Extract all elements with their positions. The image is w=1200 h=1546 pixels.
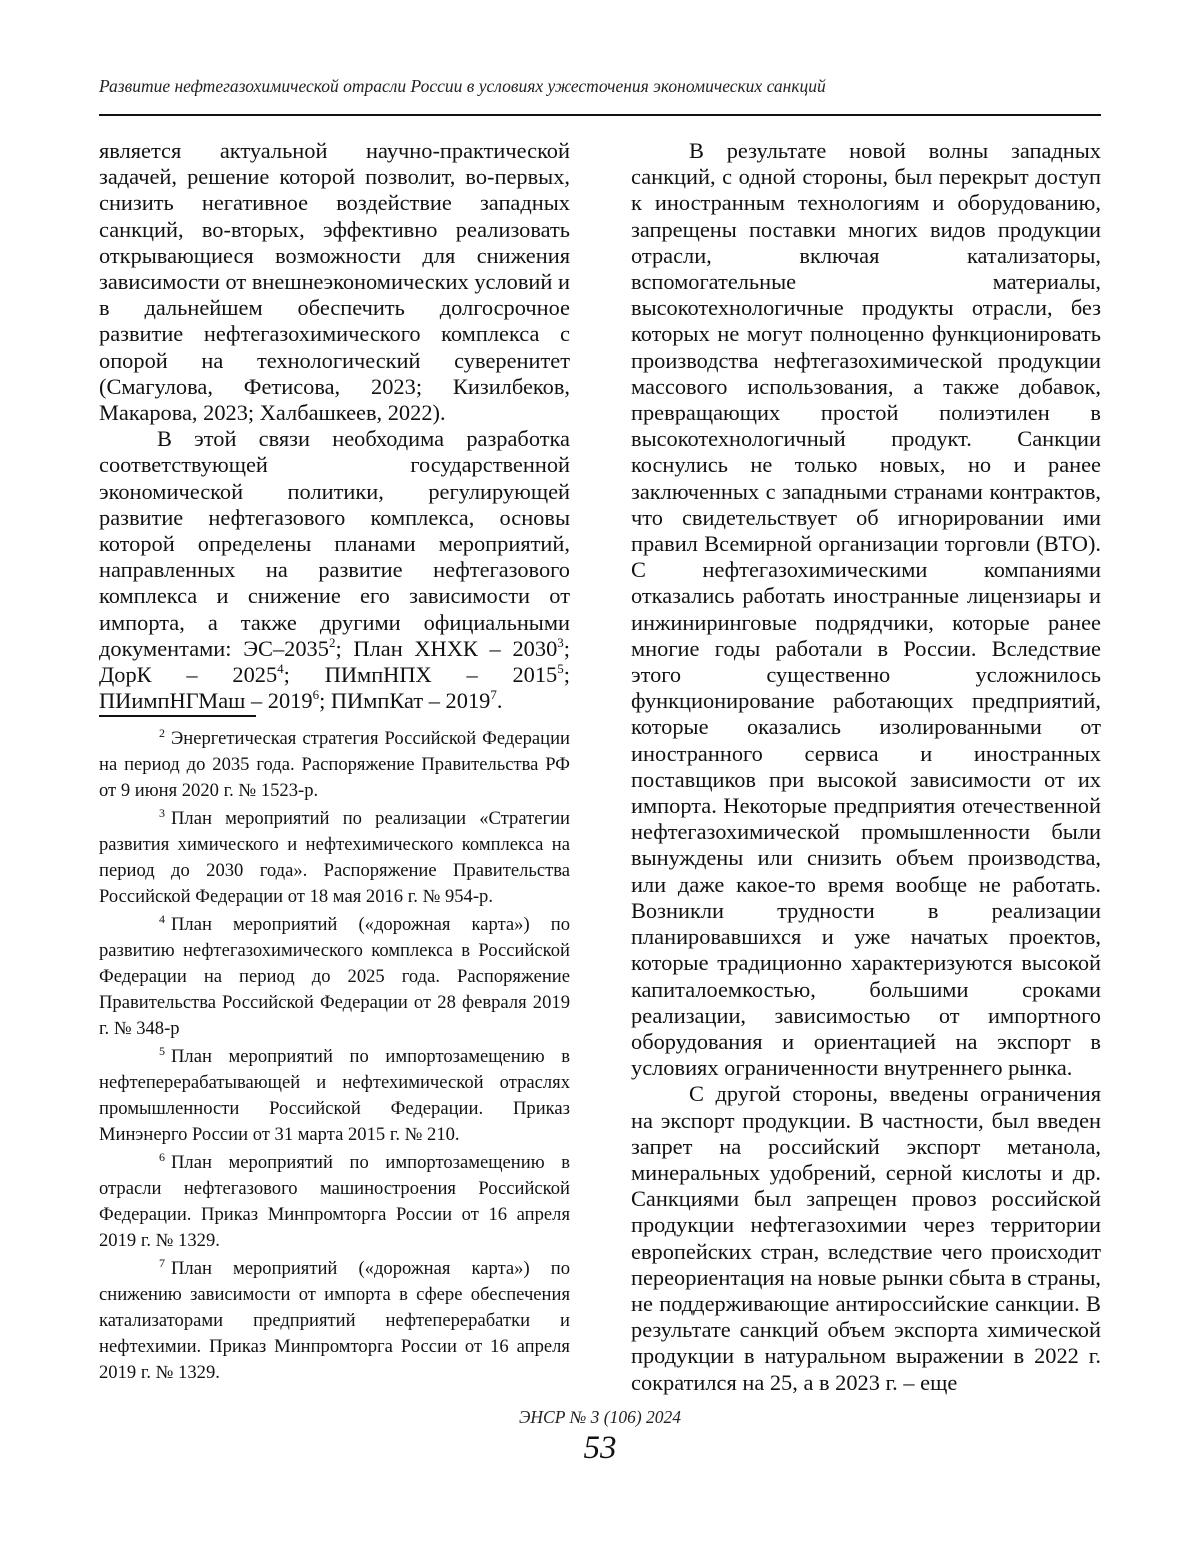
footnote-5 bbox=[99, 1044, 570, 1148]
footnote-number: 7 bbox=[159, 1256, 165, 1270]
left-paragraph-2-text: В этой связи необходима разработка соответствующей государственной экономической политики, регулирующей развитие нефтегазового комплекса, основы которой определены планами мероприятий, направленных на развитие нефтегазового комплекса и снижение его зависимости от импорта, а также другими официальными документами: bbox=[99, 426, 570, 661]
footnote-text: План мероприятий по импортозамещению в отрасли нефтегазового машиностроения Российской Федерации. Приказ Минпромторга России от 16 апреля 2019 г. № 1329. bbox=[99, 1152, 570, 1251]
footnote-marker[interactable]: 3 bbox=[557, 634, 564, 650]
footnote-marker[interactable]: 5 bbox=[557, 661, 564, 677]
footnote-text: План мероприятий по реализации «Стратегии развития химического и нефтехимического комплекса на период до 2030 года». Распоряжение Правительства Российской Федерации от 18 мая 2016 г. № 954-р. bbox=[99, 808, 570, 907]
journal-issue: ЭНСР № 3 (106) 2024 bbox=[518, 1407, 682, 1427]
footnote-marker[interactable]: 6 bbox=[312, 687, 320, 703]
footnote-7 bbox=[99, 1256, 570, 1386]
right-paragraph-2: С другой стороны, введены ограничения на экспорт продукции. В частности, был введен запрет на российский экспорт метанола, минеральных удобрений, серной кислоты и др. Санкциями был запрещен провоз российской продукции нефтегазохимии через территории европейских стран, вследствие чего происходит переориентация на новые рынки сбыта в страны, не поддерживающие антироссийские санкции. В результате санкций объем экспорта химической продукции в натуральном выражении в 2022 г. сократился на 25, а в 2023 г. – еще bbox=[631, 1081, 1101, 1395]
footnote-4 bbox=[99, 912, 570, 1042]
footnote-marker[interactable]: 4 bbox=[277, 661, 284, 677]
right-paragraph-1: В результате новой волны западных санкций, с одной стороны, был перекрыт доступ к иностранным технологиям и оборудованию, запрещены поставки многих видов продукции отрасли, включая катализаторы, вспомогательные материалы, высокотехнологичные продукты отрасли, без которых не могут полноценно функционировать производства нефтегазохимической продукции массового использования, а также добавок, превращающих простой полиэтилен в высокотехнологичный продукт. Санкции коснулись не только новых, но и ранее заключенных с западными странами контрактов, что свидетельствует об игнорировании ими правил Всемирной организации торговли (ВТО). С нефтегазохимическими компаниями отказались работать иностранные лицензиары и инжиниринговые подрядчики, которые ранее многие годы работали в России. Вследствие этого существенно усложнилось функционирование работающих предприятий, которые оказались изолированными от иностранного сервиса и иностранных поставщиков при высокой зависимости от их импорта. Некоторые предприятия отечественной нефтегазохимической промышленности были вынуждены или снизить объем производства, или даже какое-то время вообще не работать. Возникли трудности в реализации планировавшихся и уже начатых проектов, которые традиционно характеризуются высокой капиталоемкостью, большими сроками реализации, зависимостью от импортного оборудования и ориентацией на экспорт в условиях ограниченности внутреннего рынка. bbox=[631, 138, 1101, 1081]
ref-item: ПИимпНГМаш – 2019$^6$; bbox=[99, 687, 331, 714]
footnote-6 bbox=[99, 1150, 570, 1254]
running-head: Развитие нефтегазохимической отрасли России в условиях ужесточения экономических санкций bbox=[99, 76, 826, 96]
ref-item: ПИмпКат – 2019$^7$. bbox=[330, 687, 503, 714]
footnote-text: План мероприятий по импортозамещению в нефтеперерабатывающей и нефтехимической отраслях промышленности Российской Федерации. Приказ Минэнерго России от 31 марта 2015 г. № 210. bbox=[99, 1046, 570, 1145]
footnote-number: 6 bbox=[159, 1150, 165, 1164]
footnote-rule bbox=[99, 715, 256, 717]
footnote-2 bbox=[99, 726, 570, 804]
ref-item: ДорК – 2025$^4$; bbox=[99, 661, 325, 688]
footnote-marker[interactable]: 2 bbox=[328, 634, 336, 650]
page-number: 53 bbox=[583, 1430, 617, 1466]
ref-item: ЭС–2035$^2$; bbox=[243, 634, 354, 661]
left-paragraph-2 bbox=[99, 426, 570, 714]
footnote-number: 5 bbox=[159, 1044, 165, 1058]
footnote-text: План мероприятий («дорожная карта») по развитию нефтегазохимического комплекса в Российской Федерации на период до 2025 года. Распоряжение Правительства Российской Федерации от 28 февраля 2019 г. № 348-р bbox=[99, 914, 570, 1039]
left-column bbox=[99, 138, 570, 714]
right-column bbox=[631, 138, 1101, 1396]
footnote-number: 3 bbox=[159, 806, 165, 820]
footnote-number: 4 bbox=[159, 912, 165, 926]
footnote-marker[interactable]: 7 bbox=[490, 687, 497, 703]
footnote-text: План мероприятий («дорожная карта») по снижению зависимости от импорта в сфере обеспечения катализаторами предприятий нефтеперерабатки и нефтехимии. Приказ Минпромторга России от 16 апреля 2019 г. № 1329. bbox=[99, 1258, 570, 1383]
ref-item: ПИмпНПХ – 2015$^5$; bbox=[324, 661, 570, 688]
footnote-3 bbox=[99, 806, 570, 910]
footnote-number: 2 bbox=[159, 726, 165, 740]
footnote-text: Энергетическая стратегия Российской Федерации на период до 2035 года. Распоряжение Правительства РФ от 9 июня 2020 г. № 1523-р. bbox=[99, 728, 570, 801]
left-paragraph-1: является актуальной научно-практической задачей, решение которой позволит, во-первых, снизить негативное воздействие западных санкций, во-вторых, эффективно реализовать открывающиеся возможности для снижения зависимости от внешнеэкономических условий и в дальнейшем обеспечить долгосрочное развитие нефтегазохимического комплекса с опорой на технологический суверенитет (Смагулова, Фетисова, 2023; Кизилбеков, Макарова, 2023; Халбашкеев, 2022). bbox=[99, 138, 570, 426]
footnotes bbox=[99, 726, 570, 1388]
ref-item: План ХНХК – 2030$^3$; bbox=[353, 634, 570, 661]
header-rule bbox=[99, 114, 1101, 116]
